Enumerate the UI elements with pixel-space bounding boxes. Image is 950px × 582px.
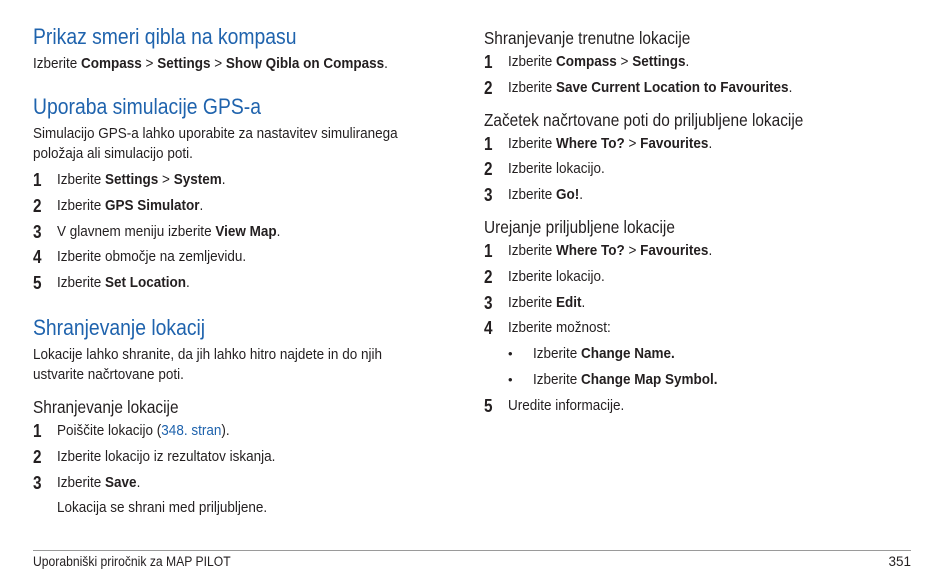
menu-item-edit: Edit (556, 293, 582, 311)
separator: > (158, 171, 174, 188)
menu-item-set-location: Set Location (105, 274, 187, 292)
menu-item-where-to: Where To? (556, 134, 625, 152)
menu-item-change-map-symbol: Change Map Symbol. (581, 370, 718, 388)
step-text: Izberite možnost: (508, 319, 611, 337)
step-text: Izberite lokacijo. (508, 267, 605, 285)
step (484, 157, 924, 183)
step (33, 168, 443, 194)
step (33, 245, 443, 271)
footer-manual-title: Uporabniški priročnik za MAP PILOT (33, 554, 231, 569)
text-fragment: . (384, 55, 388, 72)
intro-line: ustvarite načrtovane poti. (33, 365, 184, 383)
step-number: 2 (33, 446, 42, 467)
text-fragment: . (685, 53, 690, 70)
step (484, 291, 924, 317)
edit-favourite-steps (484, 239, 924, 420)
menu-item-compass: Compass (81, 55, 142, 72)
section-title-saving-locations: Shranjevanje lokacij (33, 314, 206, 340)
footer-divider (33, 550, 911, 551)
step (484, 394, 924, 420)
step (33, 194, 443, 220)
step-text: Izberite območje na zemljevidu. (57, 248, 247, 266)
text-fragment: Izberite (33, 55, 82, 72)
subsection-title-save-location: Shranjevanje lokacije (33, 396, 179, 417)
section-title-route-to-favourite: Začetek načrtovane poti do priljubljene lokacije (484, 109, 804, 130)
menu-item-compass: Compass (556, 53, 617, 70)
menu-item-favourites: Favourites (640, 241, 709, 259)
step-number: 2 (484, 266, 493, 287)
save-location-steps (33, 419, 443, 520)
step-number: 2 (33, 195, 42, 216)
menu-item-settings: Settings (157, 55, 211, 72)
separator: > (210, 55, 226, 72)
text-fragment: . (199, 196, 204, 214)
step-number: 5 (33, 273, 42, 294)
menu-item-settings: Settings (632, 53, 686, 70)
step (484, 316, 924, 342)
text-fragment: Izberite (508, 134, 557, 152)
text-fragment: Izberite (57, 274, 106, 292)
step (484, 239, 924, 265)
text-fragment: . (708, 134, 713, 152)
step-note (33, 496, 443, 520)
bullet-item (484, 342, 924, 368)
intro-line: Lokacije lahko shranite, da jih lahko hitro najdete in do njih (33, 345, 382, 363)
step-number: 1 (484, 240, 493, 261)
bullet-item (484, 368, 924, 394)
step-number: 2 (484, 159, 493, 180)
separator: > (624, 241, 641, 259)
separator: > (624, 134, 641, 152)
text-fragment: Izberite (508, 186, 557, 204)
step (484, 50, 924, 76)
step-number: 1 (33, 420, 42, 441)
text-fragment: Izberite (533, 345, 582, 363)
menu-item-where-to: Where To? (556, 241, 625, 259)
menu-item-system: System (173, 171, 222, 188)
step-number: 4 (33, 247, 42, 268)
text-fragment: . (579, 186, 584, 204)
text-fragment: . (276, 222, 281, 240)
separator: > (616, 53, 633, 70)
bullet-icon: • (508, 371, 513, 387)
step-text: Uredite informacije. (508, 396, 625, 414)
step (33, 419, 443, 445)
left-column (33, 22, 443, 520)
step (33, 471, 443, 497)
menu-item-view-map: View Map (215, 222, 277, 240)
text-fragment: . (186, 274, 190, 292)
step (484, 265, 924, 291)
step (33, 445, 443, 471)
text-fragment: . (136, 473, 141, 491)
text-fragment: Izberite (57, 171, 106, 188)
section-title-qibla: Prikaz smeri qibla na kompasu (33, 24, 297, 49)
text-fragment: . (788, 78, 793, 96)
saving-intro (33, 345, 443, 385)
text-fragment: Izberite (533, 370, 582, 388)
text-fragment: ). (221, 421, 230, 439)
step-number: 1 (33, 170, 42, 190)
separator: > (141, 55, 158, 72)
text-fragment: . (581, 293, 586, 311)
step-number: 1 (484, 133, 493, 154)
menu-item-show-qibla: Show Qibla on Compass (225, 55, 385, 72)
menu-item-favourites: Favourites (640, 134, 709, 152)
save-current-steps (484, 50, 924, 102)
step-number: 5 (484, 395, 493, 416)
intro-line: položaja ali simulacijo poti. (33, 145, 193, 162)
page-reference-link[interactable]: 348. stran (161, 421, 222, 439)
step-number: 4 (484, 318, 493, 339)
gps-sim-steps (33, 168, 443, 297)
menu-item-save: Save (105, 473, 137, 491)
text-fragment: Izberite (508, 293, 557, 311)
text-fragment: Izberite (508, 78, 557, 96)
text-fragment: Izberite (508, 53, 557, 70)
section-title-edit-favourite: Urejanje priljubljene lokacije (484, 216, 675, 237)
menu-item-gps-simulator: GPS Simulator (105, 196, 200, 214)
menu-item-change-name: Change Name. (581, 345, 675, 363)
text-fragment: Izberite (508, 241, 557, 259)
page-number: 351 (888, 554, 911, 569)
step-number: 3 (484, 185, 493, 206)
qibla-instruction (33, 54, 443, 74)
intro-line: Simulacijo GPS-a lahko uporabite za nastavitev simuliranega (33, 125, 398, 142)
gps-sim-intro (33, 124, 443, 164)
step (33, 220, 443, 246)
step-text: Izberite lokacijo. (508, 160, 605, 178)
text-fragment: Izberite (57, 196, 106, 214)
bullet-icon: • (508, 346, 513, 362)
menu-item-save-current-location: Save Current Location to Favourites (556, 78, 789, 96)
menu-item-go: Go! (556, 186, 580, 204)
section-title-gps-sim: Uporaba simulacije GPS-a (33, 94, 262, 119)
route-favourite-steps (484, 132, 924, 209)
step (33, 271, 443, 297)
step-number: 2 (484, 77, 493, 98)
step-number: 1 (484, 52, 493, 72)
step-number: 3 (33, 221, 42, 242)
text-fragment: Izberite (57, 473, 106, 491)
step-text: Izberite lokacijo iz rezultatov iskanja. (57, 447, 276, 465)
step (484, 76, 924, 102)
text-fragment: Poiščite lokacijo ( (57, 421, 162, 439)
text-fragment: V glavnem meniju izberite (57, 222, 216, 240)
step-number: 3 (484, 292, 493, 313)
step (484, 132, 924, 158)
menu-item-settings: Settings (105, 171, 159, 188)
note-text: Lokacija se shrani med priljubljene. (57, 499, 268, 517)
step (484, 183, 924, 209)
section-title-save-current: Shranjevanje trenutne lokacije (484, 28, 691, 48)
right-column (484, 26, 924, 420)
text-fragment: . (221, 171, 226, 188)
text-fragment: . (708, 241, 713, 259)
step-number: 3 (33, 472, 42, 493)
